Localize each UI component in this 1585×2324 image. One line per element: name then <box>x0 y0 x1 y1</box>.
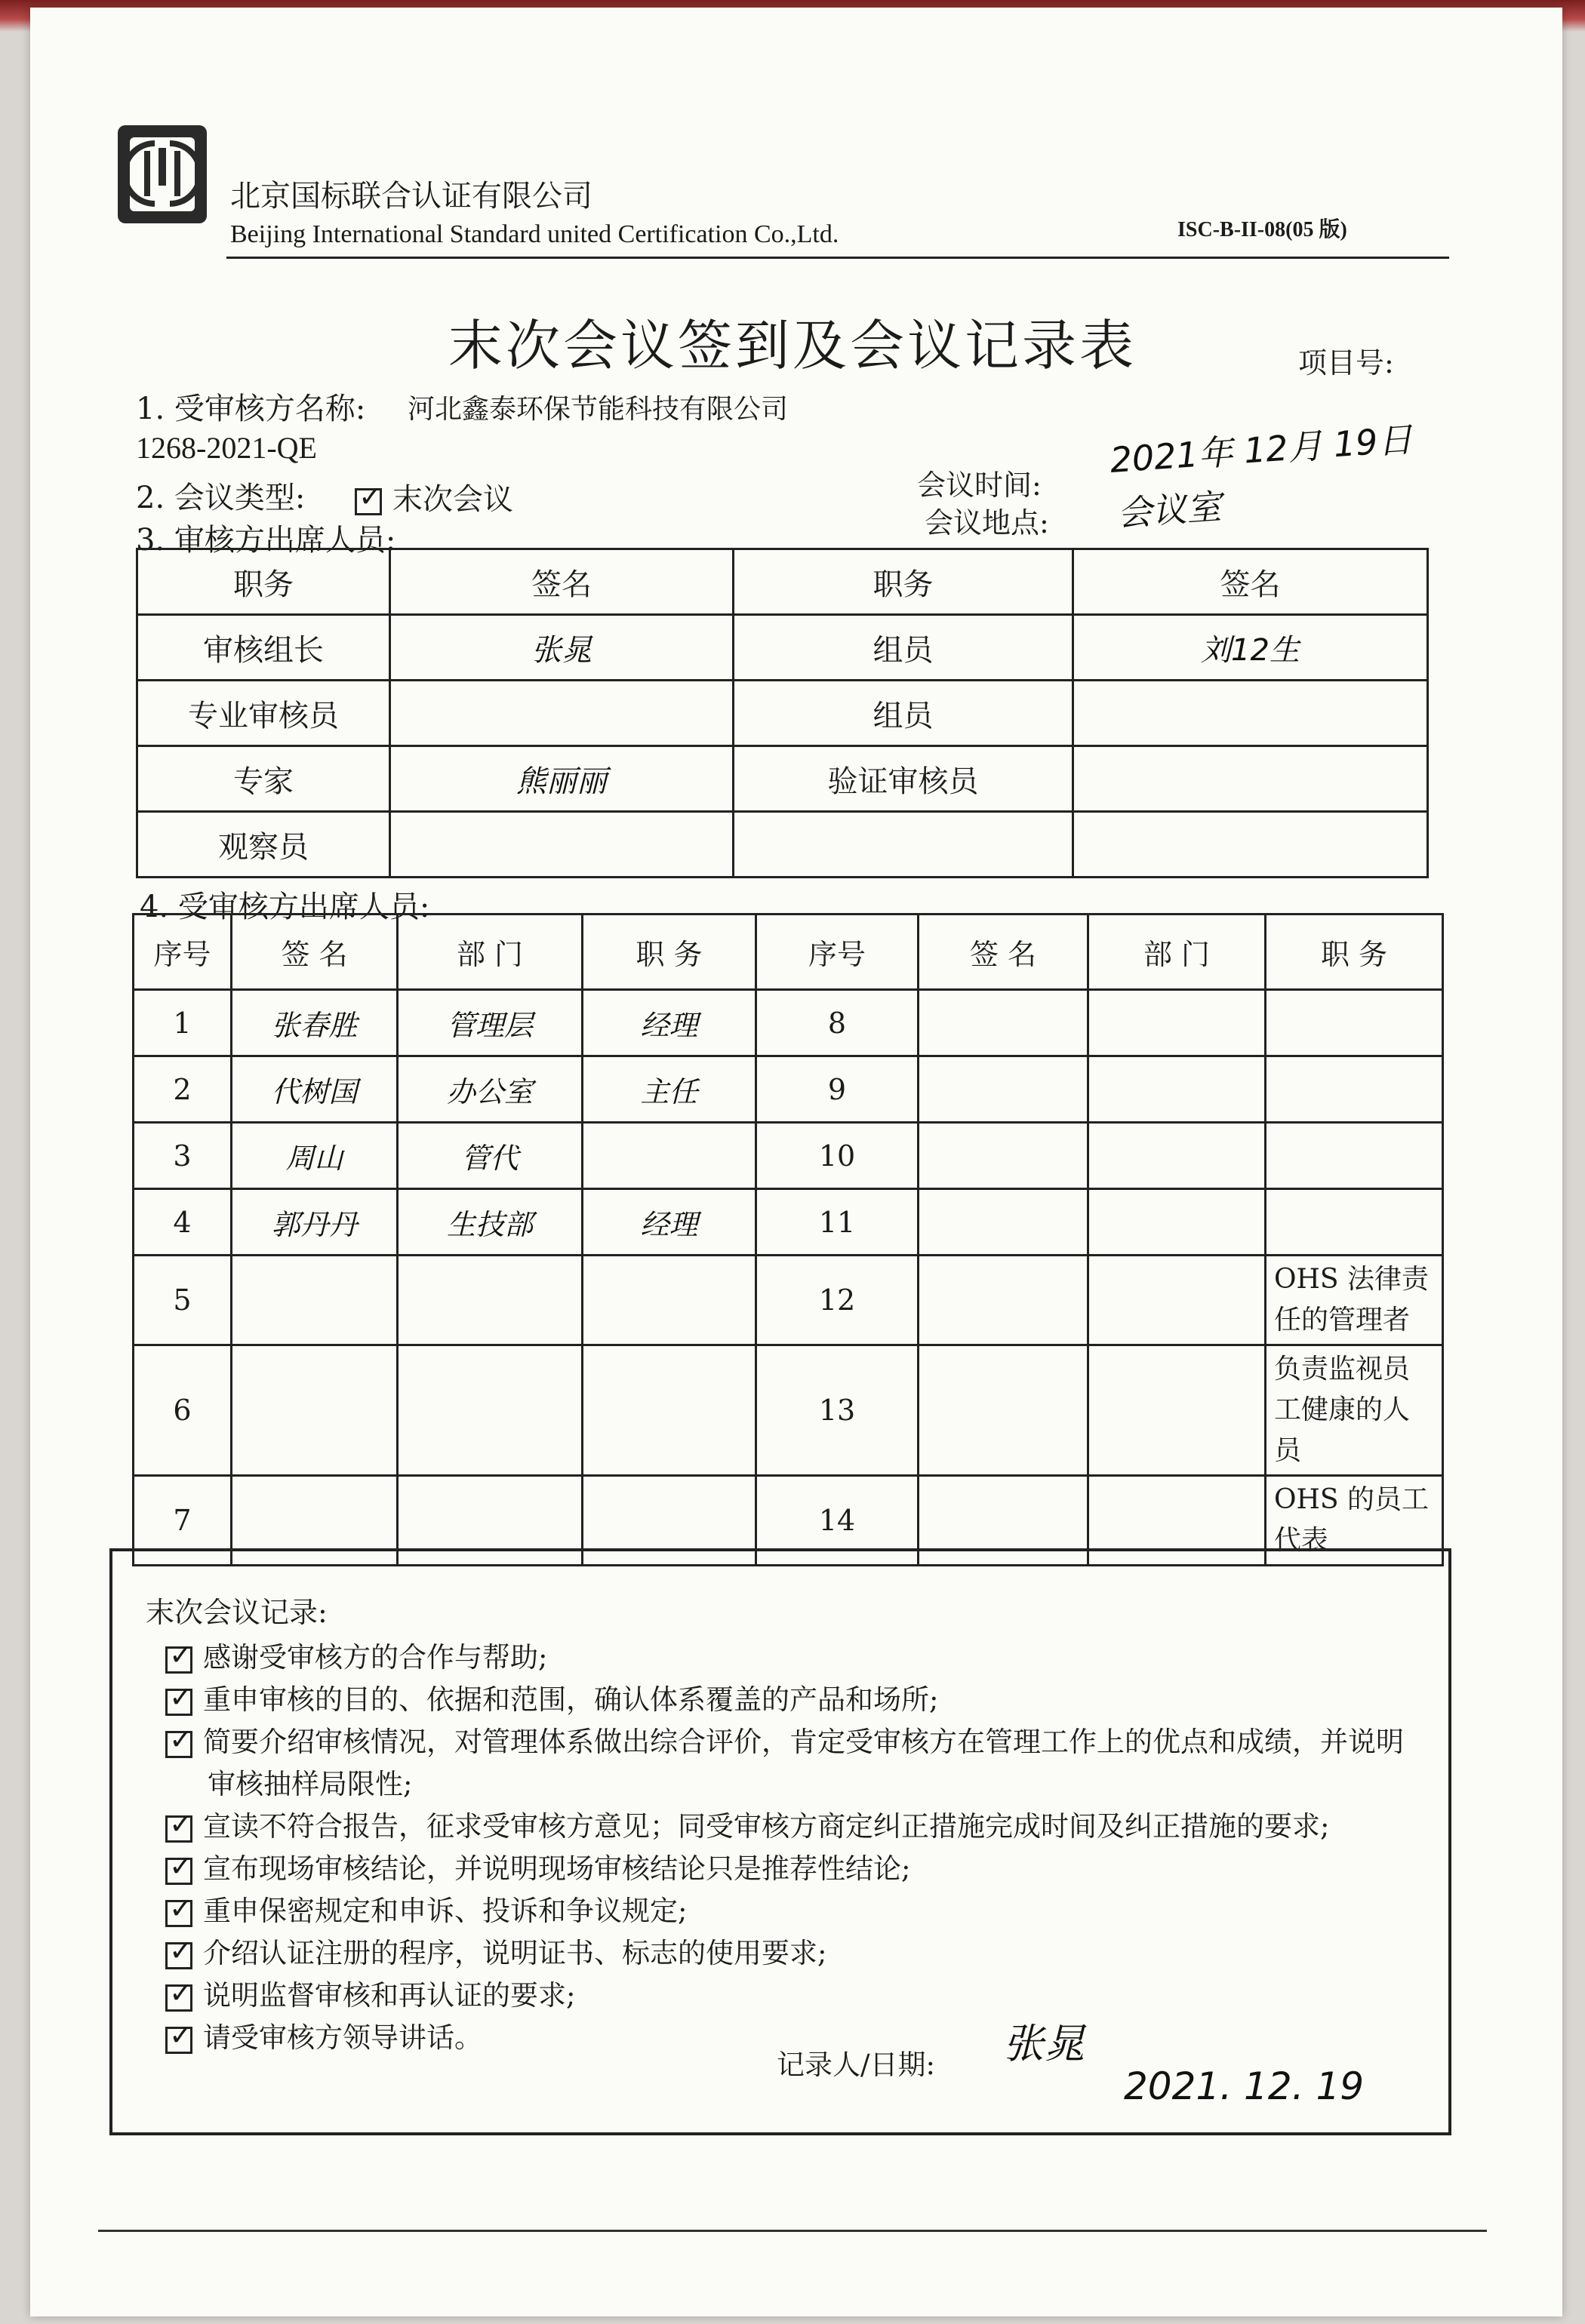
department-cell: 管理层 <box>398 990 583 1056</box>
seq-cell: 9 <box>756 1056 919 1123</box>
header-position: 职 务 <box>583 915 756 990</box>
seq-cell: 10 <box>756 1123 919 1189</box>
table-row <box>137 812 1428 878</box>
department-cell <box>398 1345 583 1476</box>
table-header-row <box>137 549 1428 615</box>
meeting-type-field: ✓ 末次会议 <box>355 475 513 518</box>
department-cell <box>1088 1189 1266 1256</box>
table-row <box>134 1189 1443 1256</box>
table-row <box>134 1256 1443 1345</box>
department-cell <box>1088 990 1266 1056</box>
signature-cell <box>919 1189 1088 1256</box>
recorder-signature: 张晁 <box>1003 2020 1085 2067</box>
checkbox-checked-icon <box>165 1815 192 1843</box>
header-signature: 签名 <box>1073 549 1428 615</box>
record-item: ✓重申审核的目的、依据和范围，确认体系覆盖的产品和场所; <box>165 1677 938 1717</box>
role-cell: 观察员 <box>137 812 390 878</box>
signature-cell: 代树国 <box>232 1056 398 1123</box>
position-cell <box>1266 1189 1443 1256</box>
signature-cell: 张晁 <box>390 615 734 681</box>
header-role: 职务 <box>734 549 1073 615</box>
auditor-attendance-table <box>136 548 1429 878</box>
signature-cell <box>232 1345 398 1476</box>
record-item-continuation: 审核抽样局限性; <box>208 1768 413 1800</box>
table-row <box>137 615 1428 681</box>
department-cell <box>1088 1256 1266 1345</box>
header-signature: 签 名 <box>919 915 1088 990</box>
signature-cell: 郭丹丹 <box>232 1189 398 1256</box>
position-cell <box>583 1123 756 1189</box>
seq-cell: 11 <box>756 1189 919 1256</box>
table-header-row <box>134 915 1443 990</box>
checkbox-checked-icon <box>165 1900 192 1927</box>
signature-cell <box>1073 681 1428 746</box>
checkbox-checked-icon <box>165 2027 192 2054</box>
signature-cell <box>919 1256 1088 1345</box>
seq-cell: 2 <box>134 1056 232 1123</box>
position-cell <box>583 1256 756 1345</box>
signature-cell <box>390 812 734 878</box>
seq-cell: 4 <box>134 1189 232 1256</box>
auditee-label: 1. 受审核方名称: <box>136 392 366 426</box>
signature-cell <box>232 1256 398 1345</box>
role-cell: 专家 <box>137 746 390 812</box>
meeting-place-label: 会议地点: <box>925 506 1049 540</box>
signature-cell <box>919 1123 1088 1189</box>
checkbox-checked-icon <box>165 1689 192 1716</box>
record-item: ✓介绍认证注册的程序，说明证书、标志的使用要求; <box>165 1930 826 1971</box>
meeting-type-label: 2. 会议类型: <box>136 481 306 515</box>
isc-logo-icon <box>113 121 211 234</box>
position-cell: 主任 <box>583 1056 756 1123</box>
page-title: 末次会议签到及会议记录表 <box>448 314 1137 377</box>
table-row <box>134 990 1443 1056</box>
department-cell <box>1088 1123 1266 1189</box>
seq-cell: 12 <box>756 1256 919 1345</box>
meeting-time-label: 会议时间: <box>917 469 1042 502</box>
record-item: ✓宣读不符合报告，征求受审核方意见；同受审核方商定纠正措施完成时间及纠正措施的要求; <box>165 1803 1329 1844</box>
meeting-time-value: 2021年 12月 19日 <box>1108 419 1414 481</box>
role-cell: 专业审核员 <box>137 681 390 746</box>
role-cell: 验证审核员 <box>734 746 1073 812</box>
checkbox-checked-icon <box>165 1646 192 1674</box>
recorder-date: 2021. 12. 19 <box>1124 2064 1365 2108</box>
auditee-attendees-label: 4. 受审核方出席人员: <box>140 890 430 924</box>
position-cell <box>1266 990 1443 1056</box>
header-department: 部 门 <box>1088 915 1266 990</box>
checkbox-checked-icon <box>165 1731 192 1758</box>
checkbox-checked-icon <box>165 1942 192 1969</box>
recorder-label: 记录人/日期: <box>777 2049 935 2081</box>
signature-cell <box>919 1345 1088 1476</box>
role-cell <box>734 812 1073 878</box>
department-cell <box>1088 1056 1266 1123</box>
header-position: 职 务 <box>1266 915 1443 990</box>
auditor-attendees-label: 3. 审核方出席人员: <box>136 523 396 558</box>
header-department: 部 门 <box>398 915 583 990</box>
seq-cell: 8 <box>756 990 919 1056</box>
auditee-attendance-table <box>132 913 1444 1566</box>
checkbox-checked-icon <box>355 488 382 515</box>
record-title: 末次会议记录: <box>146 1596 328 1629</box>
header-signature: 签名 <box>390 549 734 615</box>
project-number-label: 项目号: <box>1298 346 1394 380</box>
header-divider <box>226 257 1449 259</box>
meeting-record-box <box>109 1548 1451 2135</box>
position-cell: 负责监视员工健康的人员 <box>1266 1345 1443 1476</box>
seq-cell: 13 <box>756 1345 919 1476</box>
position-cell: OHS 的员工代表 <box>1266 1476 1443 1566</box>
position-cell: OHS 法律责任的管理者 <box>1266 1256 1443 1345</box>
auditee-name: 河北鑫泰环保节能科技有限公司 <box>408 394 789 425</box>
signature-cell <box>1073 812 1428 878</box>
checkbox-checked-icon <box>165 1984 192 2012</box>
department-cell <box>398 1256 583 1345</box>
seq-cell: 3 <box>134 1123 232 1189</box>
signature-cell <box>919 990 1088 1056</box>
role-cell: 组员 <box>734 615 1073 681</box>
seq-cell: 14 <box>756 1476 919 1566</box>
seq-cell: 1 <box>134 990 232 1056</box>
record-item: ✓说明监督审核和再认证的要求; <box>165 1972 575 2013</box>
role-cell: 组员 <box>734 681 1073 746</box>
department-cell <box>1088 1345 1266 1476</box>
seq-cell: 7 <box>134 1476 232 1566</box>
signature-cell <box>390 681 734 746</box>
checkbox-checked-icon <box>165 1858 192 1885</box>
company-name-en: Beijing International Standard united Certification Co.,Ltd. <box>230 220 839 248</box>
signature-cell <box>919 1056 1088 1123</box>
position-cell: 经理 <box>583 1189 756 1256</box>
seq-cell: 5 <box>134 1256 232 1345</box>
record-item: ✓简要介绍审核情况，对管理体系做出综合评价，肯定受审核方在管理工作上的优点和成绩，并说明 <box>165 1719 1404 1760</box>
company-name-cn: 北京国标联合认证有限公司 <box>230 179 592 214</box>
record-item: ✓宣布现场审核结论，并说明现场审核结论只是推荐性结论; <box>165 1846 910 1886</box>
record-item: ✓感谢受审核方的合作与帮助; <box>165 1634 547 1675</box>
record-item: ✓请受审核方领导讲话。 <box>165 2015 482 2055</box>
position-cell: 经理 <box>583 990 756 1056</box>
department-cell: 生技部 <box>398 1189 583 1256</box>
table-row <box>137 746 1428 812</box>
meeting-place-value: 会议室 <box>1116 486 1223 534</box>
signature-cell: 张春胜 <box>232 990 398 1056</box>
project-code: 1268-2021-QE <box>136 431 317 465</box>
position-cell <box>583 1345 756 1476</box>
seq-cell: 6 <box>134 1345 232 1476</box>
table-row <box>134 1123 1443 1189</box>
record-item: ✓重申保密规定和申诉、投诉和争议规定; <box>165 1888 687 1929</box>
role-cell: 审核组长 <box>137 615 390 681</box>
form-number: ISC-B-II-08(05 版) <box>1177 218 1347 241</box>
header-seq: 序号 <box>756 915 919 990</box>
department-cell: 管代 <box>398 1123 583 1189</box>
table-row <box>137 681 1428 746</box>
signature-cell: 周山 <box>232 1123 398 1189</box>
department-cell: 办公室 <box>398 1056 583 1123</box>
position-cell <box>1266 1056 1443 1123</box>
table-row <box>134 1056 1443 1123</box>
position-cell <box>1266 1123 1443 1189</box>
header-signature: 签 名 <box>232 915 398 990</box>
signature-cell: 熊丽丽 <box>390 746 734 812</box>
header-seq: 序号 <box>134 915 232 990</box>
signature-cell: 刘12生 <box>1073 615 1428 681</box>
footer-divider <box>98 2230 1487 2232</box>
header-role: 职务 <box>137 549 390 615</box>
table-row <box>134 1345 1443 1476</box>
signature-cell <box>1073 746 1428 812</box>
